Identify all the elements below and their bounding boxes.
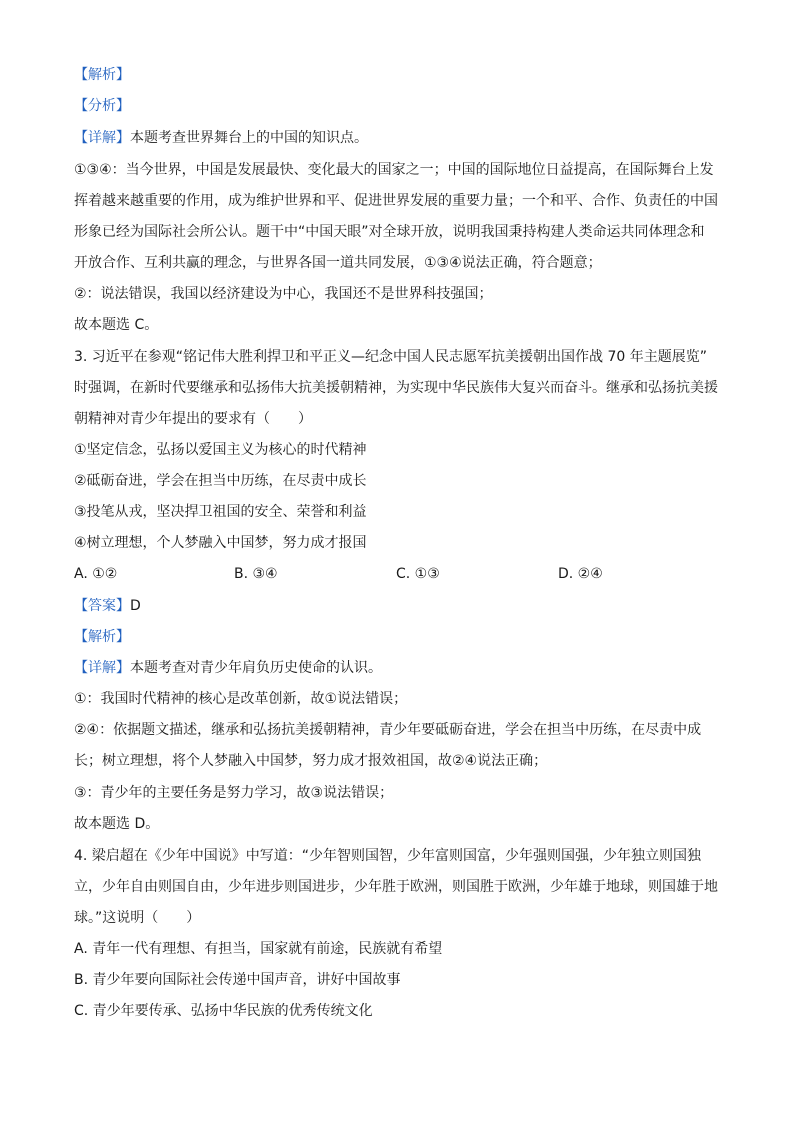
q4-stem-line: 球。”这说明（ ） bbox=[74, 910, 201, 926]
xiangjie-text: 本题考查世界舞台上的中国的知识点。 bbox=[130, 130, 368, 146]
q3-explanation-line: 长；树立理想，将个人梦融入中国梦，努力成才报效祖国，故②④说法正确； bbox=[74, 753, 548, 769]
answer-value: D bbox=[130, 598, 141, 614]
q3-explanation-line: ③：青少年的主要任务是努力学习，故③说法错误； bbox=[74, 785, 394, 801]
q2-explanation-line: 形象已经为国际社会所公认。题干中“中国天眼”对全球开放，说明我国秉持构建人类命运共同体理念和 bbox=[74, 224, 705, 240]
q3-answer bbox=[74, 596, 141, 616]
q2-explanation-line: 开放合作、互利共赢的理念，与世界各国一道共同发展，①③④说法正确，符合题意； bbox=[74, 255, 602, 271]
q3-item: ④树立理想，个人梦融入中国梦，努力成才报国 bbox=[74, 535, 367, 551]
q3-option-a: A. ①② bbox=[74, 566, 118, 582]
fenxi-tag: 【分析】 bbox=[74, 98, 130, 114]
q2-explanation-line: ①③④：当今世界，中国是发展最快、变化最大的国家之一；中国的国际地位日益提高，在国际舞台上发 bbox=[74, 162, 714, 178]
q3-explanation-line: ①：我国时代精神的核心是改革创新，故①说法错误； bbox=[74, 691, 408, 707]
q4-option-c: C. 青少年要传承、弘扬中华民族的优秀传统文化 bbox=[74, 1003, 373, 1019]
q3-conclusion: 故本题选 D。 bbox=[74, 816, 160, 832]
q3-option-d: D. ②④ bbox=[558, 566, 603, 582]
q3-item: ①坚定信念，弘扬以爱国主义为核心的时代精神 bbox=[74, 442, 367, 458]
xiangjie-tag: 【详解】 bbox=[74, 660, 130, 676]
q4-stem-line: 立，少年自由则国自由，少年进步则国进步，少年胜于欧洲，则国胜于欧洲，少年雄于地球，则国雄于地 bbox=[74, 879, 718, 895]
q3-stem-line: 时强调，在新时代要继承和弘扬伟大抗美援朝精神，为实现中华民族伟大复兴而奋斗。继承和弘扬抗美援 bbox=[74, 380, 718, 396]
q3-item: ③投笔从戎，坚决捍卫祖国的安全、荣誉和利益 bbox=[74, 504, 367, 520]
q3-option-b: B. ③④ bbox=[234, 566, 278, 582]
q3-xiangjie bbox=[74, 658, 382, 678]
q2-conclusion: 故本题选 C。 bbox=[74, 317, 159, 333]
xiangjie-text: 本题考查对青少年肩负历史使命的认识。 bbox=[130, 660, 382, 676]
q3-stem-line: 朝精神对青少年提出的要求有（ ） bbox=[74, 411, 312, 427]
q2-xiangjie bbox=[74, 128, 368, 148]
q3-option-c: C. ①③ bbox=[396, 566, 440, 582]
q4-option-b: B. 青少年要向国际社会传递中国声音，讲好中国故事 bbox=[74, 972, 401, 988]
answer-tag: 【答案】 bbox=[74, 598, 130, 614]
q3-item: ②砥砺奋进，学会在担当中历练，在尽责中成长 bbox=[74, 473, 367, 489]
q2-explanation-line: 挥着越来越重要的作用，成为维护世界和平、促进世界发展的重要力量；一个和平、合作、负责任的中国 bbox=[74, 193, 718, 209]
q3-stem-line: 3. 习近平在参观“铭记伟大胜利捍卫和平正义—纪念中国人民志愿军抗美援朝出国作战 70 年主题展览” bbox=[74, 349, 708, 365]
q4-option-a: A. 青年一代有理想、有担当，国家就有前途，民族就有希望 bbox=[74, 941, 443, 957]
xiangjie-tag: 【详解】 bbox=[74, 130, 130, 146]
q4-stem-line: 4. 梁启超在《少年中国说》中写道：“少年智则国智，少年富则国富，少年强则国强，少年独立则国独 bbox=[74, 848, 702, 864]
q2-explanation-line: ②：说法错误，我国以经济建设为中心，我国还不是世界科技强国； bbox=[74, 286, 493, 302]
q3-explanation-line: ②④：依据题文描述，继承和弘扬抗美援朝精神，青少年要砥砺奋进，学会在担当中历练，在尽责中成 bbox=[74, 722, 702, 738]
jiexi-tag: 【解析】 bbox=[74, 629, 130, 645]
jiexi-tag: 【解析】 bbox=[74, 67, 130, 83]
